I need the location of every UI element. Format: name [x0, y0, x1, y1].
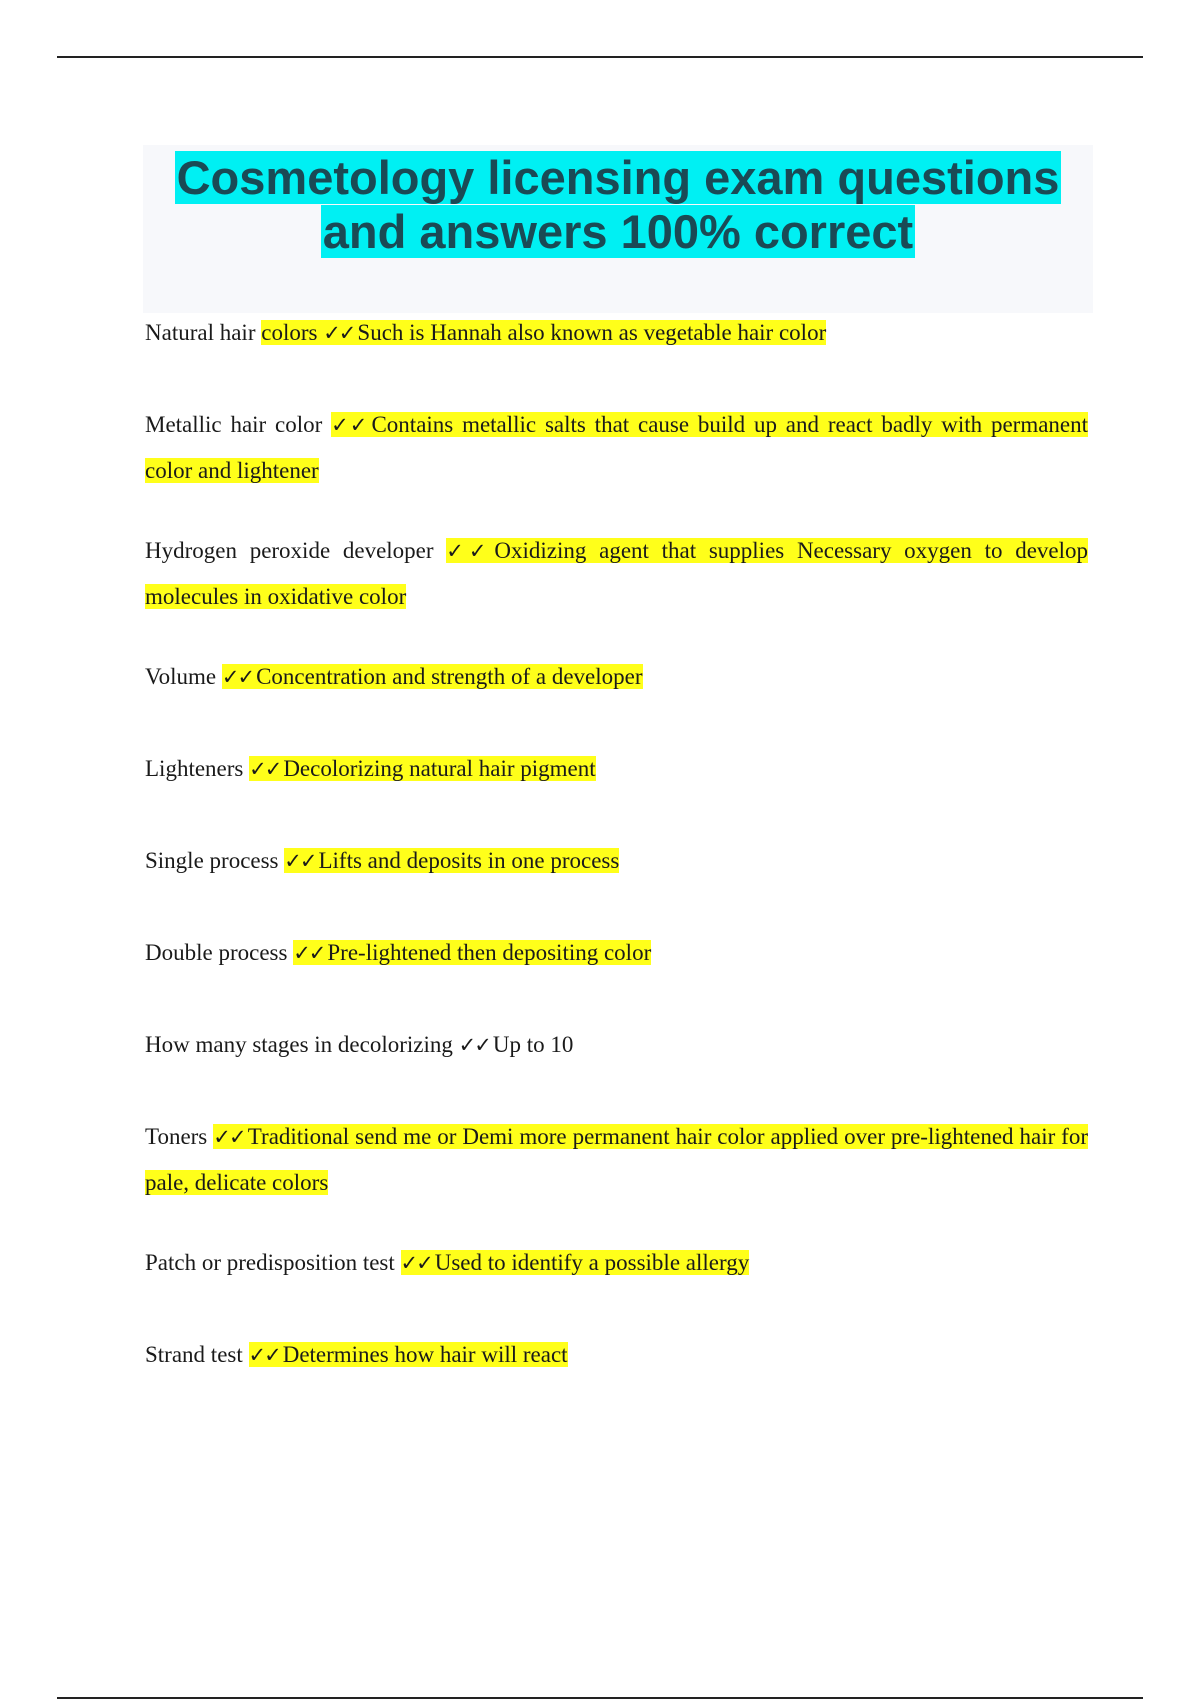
double-check-icon: ✓✓ — [331, 413, 369, 437]
answer-text: Pre-lightened then depositing color — [327, 940, 652, 965]
answer-highlight — [261, 320, 826, 345]
qa-list — [145, 310, 1088, 1378]
answer-prefix: colors — [261, 320, 324, 345]
answer-highlight — [249, 756, 596, 781]
answer-highlight — [145, 1124, 1088, 1195]
double-check-icon: ✓✓ — [458, 1033, 490, 1057]
title-line-2: and answers 100% correct — [322, 205, 914, 258]
question-term: Toners — [145, 1124, 208, 1149]
qa-entry — [145, 1332, 1088, 1378]
double-check-icon: ✓✓ — [249, 757, 281, 781]
qa-entry — [145, 310, 1088, 356]
qa-entry — [145, 1114, 1088, 1205]
question-term: Patch or predisposition test — [145, 1250, 395, 1275]
question-term: Double process — [145, 940, 288, 965]
question-term: Single process — [145, 848, 279, 873]
answer-highlight — [249, 1342, 568, 1367]
double-check-icon: ✓✓ — [446, 539, 492, 563]
qa-entry — [145, 402, 1088, 493]
double-check-icon: ✓✓ — [221, 665, 254, 689]
answer-text: Decolorizing natural hair pigment — [283, 756, 596, 781]
question-term: Hydrogen peroxide developer — [145, 538, 434, 563]
footer-rule — [57, 1697, 1143, 1699]
answer-highlight — [284, 848, 619, 873]
qa-entry — [145, 746, 1088, 792]
answer-highlight — [401, 1250, 750, 1275]
question-term: Natural hair — [145, 320, 256, 345]
answer-text: Determines how hair will react — [282, 1342, 568, 1367]
qa-entry — [145, 654, 1088, 700]
qa-entry — [145, 930, 1088, 976]
title-block — [143, 145, 1093, 313]
answer-text: Up to 10 — [492, 1032, 574, 1057]
qa-entry — [145, 1022, 1088, 1068]
qa-entry — [145, 1240, 1088, 1286]
qa-entry — [145, 528, 1088, 619]
answer-highlight — [293, 940, 651, 965]
answer-text: Oxidizing agent that supplies Necessary oxygen to develop molecules in oxidative color — [145, 538, 1088, 609]
answer-text: Such is Hannah also known as vegetable hair color — [357, 320, 827, 345]
question-term: How many stages in decolorizing — [145, 1032, 453, 1057]
double-check-icon: ✓✓ — [213, 1125, 245, 1149]
double-check-icon: ✓✓ — [400, 1251, 432, 1275]
header-rule — [57, 56, 1143, 58]
question-term: Strand test — [145, 1342, 243, 1367]
double-check-icon: ✓✓ — [323, 321, 355, 345]
answer-text: Traditional send me or Demi more permanent hair color applied over pre-lightened hair for pale, delicate colors — [145, 1124, 1088, 1195]
answer-text: Lifts and deposits in one process — [318, 848, 620, 873]
answer-highlight — [222, 664, 643, 689]
qa-entry — [145, 838, 1088, 884]
question-term: Metallic hair color — [145, 412, 323, 437]
double-check-icon: ✓✓ — [248, 1343, 280, 1367]
double-check-icon: ✓✓ — [293, 941, 325, 965]
title-line-1: Cosmetology licensing exam questions — [176, 151, 1060, 204]
question-term: Lighteners — [145, 756, 244, 781]
answer-text: Used to identify a possible allergy — [434, 1250, 750, 1275]
answer-text: Concentration and strength of a developer — [256, 664, 643, 689]
answer-text: Contains metallic salts that cause build up and react badly with permanent color and lightener — [145, 412, 1089, 483]
question-term: Volume — [145, 664, 217, 689]
answer-plain — [459, 1032, 574, 1057]
page-title — [143, 151, 1093, 259]
double-check-icon: ✓✓ — [284, 849, 316, 873]
